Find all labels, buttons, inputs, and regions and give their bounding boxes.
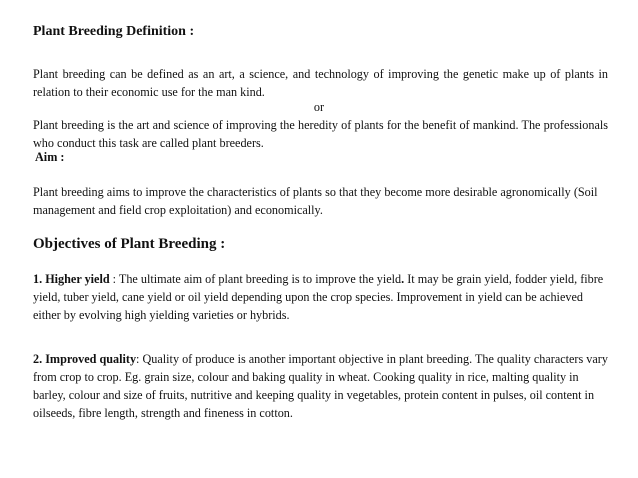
aim-label: Aim :	[35, 150, 65, 164]
objective-title: 2. Improved quality	[33, 352, 137, 366]
objectives-heading: Objectives of Plant Breeding :	[33, 236, 226, 252]
objective-bold-dot: .	[401, 272, 405, 286]
or-separator: or	[313, 100, 325, 114]
objective-text: : Quality of produce is another important objective in plant breeding. The quality characters vary from crop to crop. Eg. grain size, colour and baking quality in wheat. Cooking quality in rice, malting quality in barley, colour and size of fruits, nutritive and keeping quality in vegetables, protein content in pulses, oil content in oilseeds, fibre length, strength and fineness in cotton.	[33, 352, 608, 420]
objective-text: : The ultimate aim of plant breeding is to improve the yield	[109, 272, 402, 286]
aim-paragraph: Plant breeding aims to improve the characteristics of plants so that they become more desirable agronomically (Soil management and field crop exploitation) and economically.	[33, 185, 598, 217]
objective-item	[33, 350, 608, 422]
definition-paragraph-2: Plant breeding is the art and science of improving the heredity of plants for the benefit of mankind. The professionals who conduct this task are called plant breeders.	[33, 118, 608, 150]
objective-title: 1. Higher yield	[33, 272, 110, 286]
definition-heading: Plant Breeding Definition :	[33, 24, 195, 39]
objective-item	[33, 270, 608, 324]
definition-paragraph-1: Plant breeding can be defined as an art, a science, and technology of improving the genetic make up of plants in relation to their economic use for the man kind.	[33, 67, 608, 99]
objective-text-continued: It may be grain yield, fodder yield, fibre yield, tuber yield, cane yield or oil yield depending upon the crop species. Improvement in yield can be achieved either by evolving high yielding varieties or hybrids.	[33, 272, 604, 322]
